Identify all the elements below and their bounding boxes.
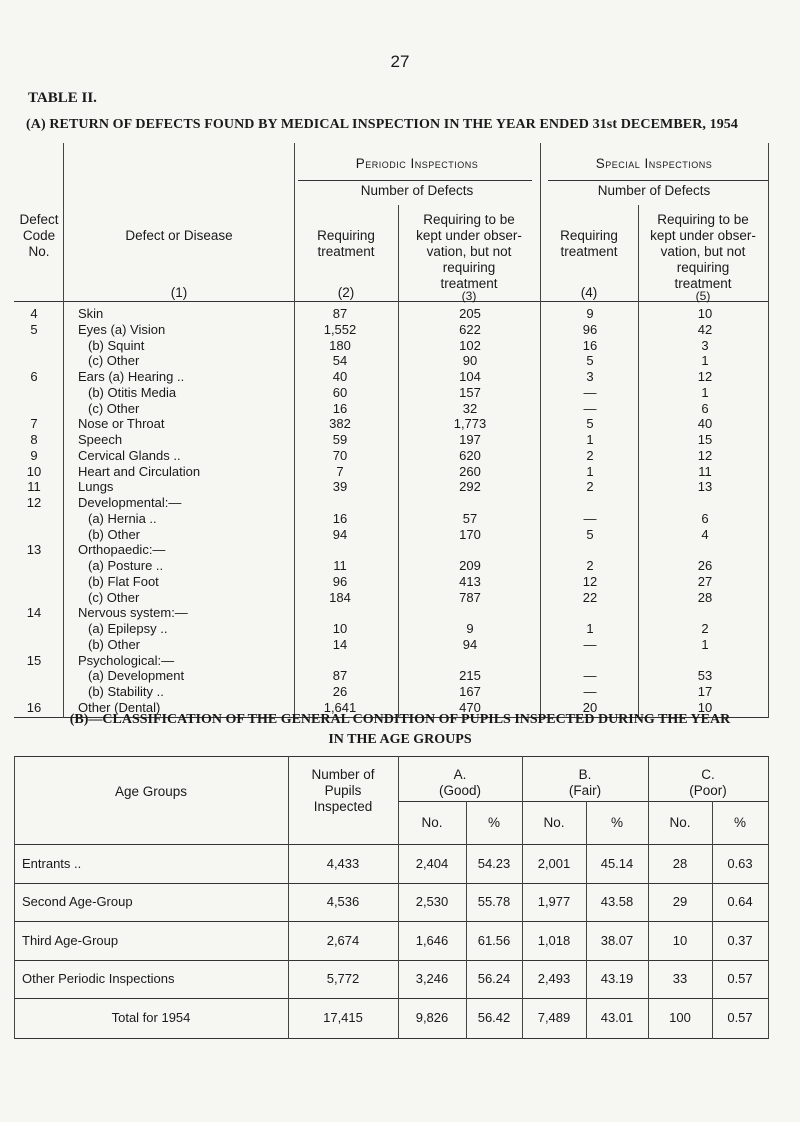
defect-row-v3: 2 <box>586 558 594 573</box>
defect-row <box>0 590 800 606</box>
defect-row <box>0 479 800 495</box>
defect-row-v2: 57 <box>462 510 478 526</box>
classification-row-group: Third Age-Group <box>22 933 119 948</box>
defect-row-v3: — <box>583 684 597 699</box>
defect-row-v4: 6 <box>701 510 709 526</box>
defect-row <box>0 527 800 543</box>
section-a-title: (A) RETURN OF DEFECTS FOUND BY MEDICAL INSPECTION IN THE YEAR ENDED 31st DECEMBER, 1954 <box>26 117 739 132</box>
defect-row-v4: 26 <box>697 558 713 573</box>
defect-row-label: (a) Epilepsy .. <box>88 621 168 636</box>
classification-row-a-pct: 61.56 <box>477 933 511 948</box>
defect-row-v4: 17 <box>697 684 713 699</box>
defect-row-label: Other (Dental) <box>78 699 161 715</box>
defect-row-v3: — <box>583 636 597 652</box>
defect-row-v3: 2 <box>586 479 594 495</box>
col4-label: (4) <box>580 285 598 300</box>
classification-row-inspected: 4,433 <box>326 856 360 871</box>
defect-row-v4: 12 <box>697 447 713 463</box>
defect-row-label: (b) Stability .. <box>88 684 164 699</box>
defect-row-v2: 32 <box>462 400 478 416</box>
defect-row-label: Orthopaedic:— <box>78 542 166 558</box>
classification-row-b-no: 1,977 <box>537 894 571 909</box>
classification-row-a-pct: 54.23 <box>477 856 511 871</box>
periodic-number-of-defects-header: Number of Defects <box>360 183 474 198</box>
defect-row-v1: 10 <box>332 621 348 636</box>
defect-row-v1: 16 <box>332 400 348 416</box>
defect-row-v2: 94 <box>462 636 478 652</box>
periodic-inspections-header: Periodic Inspections <box>355 156 479 171</box>
defect-row-v2: 620 <box>459 447 481 463</box>
classification-row-group: Entrants .. <box>22 856 82 871</box>
defect-row-v3: — <box>583 510 597 526</box>
classification-row-a-no: 1,646 <box>415 933 449 948</box>
defect-row-v1: 7 <box>336 463 344 479</box>
classification-row-c-no: 10 <box>672 933 688 948</box>
classification-row-c-pct: 0.57 <box>727 1010 753 1025</box>
classification-row-c-no: 33 <box>672 971 688 986</box>
defect-row-v1: 60 <box>332 384 348 400</box>
poor-header-l2: (Poor) <box>689 783 727 798</box>
classification-row-a-no: 3,246 <box>415 971 449 986</box>
defect-row-label: Lungs <box>78 479 114 495</box>
fair-header-l2: (Fair) <box>568 783 602 798</box>
defect-row <box>0 464 800 480</box>
inspected-header-l3: Inspected <box>313 799 373 814</box>
classification-row-b-no: 7,489 <box>537 1010 571 1025</box>
defect-row-v3: 1 <box>586 432 594 447</box>
special-number-of-defects-header: Number of Defects <box>597 183 711 198</box>
defect-row-code: 13 <box>26 542 42 558</box>
defect-row-v4: 4 <box>701 526 709 542</box>
defect-row-v1: 1,641 <box>323 699 357 715</box>
fair-header-l1: B. <box>578 767 592 782</box>
col3-header-l4: requiring <box>442 260 496 275</box>
defect-row-label: (b) Other <box>88 636 141 652</box>
classification-row <box>0 893 800 911</box>
defect-row-v2: 787 <box>459 589 481 605</box>
section-b-title <box>0 710 800 750</box>
defect-row-v2: 167 <box>459 684 481 699</box>
defect-row-v1: 87 <box>332 306 348 321</box>
defect-row-v1: 87 <box>332 668 348 684</box>
defect-row-label: (c) Other <box>88 589 140 605</box>
good-header-l2: (Good) <box>438 783 482 798</box>
col5-header-l3: vation, but not <box>660 244 746 259</box>
classification-row-inspected: 17,415 <box>323 1010 363 1025</box>
defect-row-v2: 1,773 <box>453 416 487 432</box>
defect-row-v4: 10 <box>697 306 713 321</box>
defect-row-v2: 292 <box>459 479 481 495</box>
defect-row-label: Psychological:— <box>78 652 175 668</box>
defect-row-v3: 20 <box>582 699 598 715</box>
age-groups-header: Age Groups <box>114 784 188 799</box>
defect-row-v4: 53 <box>697 668 713 684</box>
defect-row <box>0 684 800 700</box>
classification-row-c-no: 29 <box>672 894 688 909</box>
classification-row-a-no: 2,530 <box>415 894 449 909</box>
defect-row-v3: 12 <box>582 573 598 589</box>
defect-row-v3: 5 <box>586 416 594 432</box>
poor-header-l1: C. <box>701 767 715 782</box>
col4-header-l1: Requiring <box>560 228 618 243</box>
defect-row-v3: 1 <box>586 463 594 479</box>
defect-row-v2: 622 <box>459 321 481 337</box>
defect-row-label: (b) Squint <box>88 337 145 353</box>
good-no-header: No. <box>421 815 443 830</box>
defect-row-label: Speech <box>78 432 123 447</box>
defect-row <box>0 605 800 621</box>
defect-row-code: 6 <box>30 369 38 384</box>
defect-row-v1: 70 <box>332 447 348 463</box>
classification-row-group: Second Age-Group <box>22 894 133 909</box>
defect-row-v1: 59 <box>332 432 348 447</box>
defect-row-label: Cervical Glands .. <box>78 447 181 463</box>
classification-row-c-pct: 0.37 <box>727 933 753 948</box>
defect-row <box>0 448 800 464</box>
defect-row-v2: 209 <box>459 558 481 573</box>
defect-row-v2: 170 <box>459 526 481 542</box>
defect-row-v4: 28 <box>697 589 713 605</box>
defect-row-label: (c) Other <box>88 353 140 369</box>
classification-row-b-pct: 38.07 <box>600 933 634 948</box>
defect-row-label: (a) Hernia .. <box>88 510 157 526</box>
fair-pct-header: % <box>610 815 623 830</box>
defect-row-v4: 6 <box>701 400 709 416</box>
defect-row-label: Nervous system:— <box>78 605 188 621</box>
defect-row-v4: 12 <box>697 369 713 384</box>
section-b-title-line2: IN THE AGE GROUPS <box>328 732 472 747</box>
defect-row-v3: — <box>583 400 597 416</box>
defect-row-v2: 413 <box>459 573 481 589</box>
classification-row-c-pct: 0.57 <box>727 971 753 986</box>
classification-row-inspected: 2,674 <box>326 933 360 948</box>
defect-row-v1: 180 <box>329 337 351 353</box>
defect-row-v2: 197 <box>459 432 481 447</box>
defect-row-v3: 96 <box>582 321 598 337</box>
classification-row-b-no: 2,493 <box>537 971 571 986</box>
defect-row <box>0 637 800 653</box>
defect-row-v4: 1 <box>701 384 709 400</box>
defect-row-v4: 1 <box>701 353 709 369</box>
defect-row <box>0 668 800 684</box>
defect-row <box>0 322 800 338</box>
col5-label: (5) <box>695 289 711 303</box>
good-header-l1: A. <box>453 767 467 782</box>
defect-row-label: Skin <box>78 306 104 321</box>
defect-row-v3: 22 <box>582 589 598 605</box>
defect-row-code: 10 <box>26 463 42 479</box>
defect-row-code: 12 <box>26 495 42 510</box>
defect-row-v4: 3 <box>701 337 709 353</box>
defect-row-label: Nose or Throat <box>78 416 165 432</box>
defect-row-label: Ears (a) Hearing .. <box>78 369 185 384</box>
defect-row-v2: 260 <box>459 463 481 479</box>
defect-row-v1: 11 <box>333 558 347 573</box>
classification-row-group: Total for 1954 <box>111 1010 191 1025</box>
good-pct-header: % <box>487 815 500 830</box>
defect-row <box>0 653 800 669</box>
col2-header-l2: treatment <box>317 244 375 259</box>
defect-row-v3: — <box>583 384 597 400</box>
defect-row-v3: 9 <box>586 306 594 321</box>
defect-row-v3: 2 <box>586 447 594 463</box>
defect-row-v2: 9 <box>466 621 474 636</box>
defect-row-code: 8 <box>30 432 38 447</box>
defect-row-label: (c) Other <box>88 400 140 416</box>
inspected-header-l2: Pupils <box>324 783 362 798</box>
defect-code-header-l2: Code <box>22 228 56 243</box>
defect-row <box>0 558 800 574</box>
defect-row-code: 11 <box>27 479 41 495</box>
defect-row-v2: 205 <box>459 306 481 321</box>
defect-row-v1: 1,552 <box>323 321 357 337</box>
section-b-title-line1: (B)—CLASSIFICATION OF THE GENERAL CONDITION OF PUPILS INSPECTED DURING THE YEAR <box>69 712 731 727</box>
classification-row-c-pct: 0.64 <box>727 894 753 909</box>
defect-row-v4: 27 <box>697 573 713 589</box>
defect-row-v4: 15 <box>697 432 713 447</box>
col3-label: (3) <box>461 289 477 303</box>
defect-row-code: 14 <box>26 605 42 621</box>
col2-header-l1: Requiring <box>317 228 375 243</box>
classification-row-b-pct: 43.01 <box>600 1010 634 1025</box>
defect-row <box>0 542 800 558</box>
defect-row-code: 16 <box>26 699 42 715</box>
defect-row <box>0 511 800 527</box>
col3-header-l3: vation, but not <box>426 244 512 259</box>
defect-row-v1: 96 <box>332 573 348 589</box>
classification-row-c-pct: 0.63 <box>727 856 753 871</box>
defect-row <box>0 621 800 637</box>
defect-row-v2: 157 <box>459 384 481 400</box>
col3-header-l5: treatment <box>440 276 498 291</box>
defect-row-v4: 10 <box>697 699 713 715</box>
fair-no-header: No. <box>543 815 565 830</box>
defect-row-v4: 2 <box>701 621 709 636</box>
defect-row <box>0 574 800 590</box>
classification-row-group: Other Periodic Inspections <box>22 971 175 986</box>
defect-row-v2: 102 <box>459 337 481 353</box>
defect-code-header-l1: Defect <box>19 212 59 227</box>
defect-row-label: (b) Otitis Media <box>88 384 177 400</box>
defect-row-v1: 16 <box>332 510 348 526</box>
defect-row-v3: 5 <box>586 353 594 369</box>
classification-row-b-no: 2,001 <box>537 856 571 871</box>
defect-row-v3: 1 <box>586 621 594 636</box>
classification-row-b-pct: 43.19 <box>600 971 634 986</box>
poor-no-header: No. <box>669 815 691 830</box>
defect-code-header-l3: No. <box>28 244 50 259</box>
classification-row-inspected: 5,772 <box>326 971 360 986</box>
defect-row <box>0 369 800 385</box>
defect-row <box>0 432 800 448</box>
defect-row-label: (a) Posture .. <box>88 558 164 573</box>
col5-header-l2: kept under obser- <box>650 228 756 243</box>
defect-row-v1: 54 <box>332 353 348 369</box>
col3-header-l2: kept under obser- <box>416 228 522 243</box>
defect-row-v1: 382 <box>329 416 351 432</box>
defect-row-code: 5 <box>30 321 38 337</box>
defect-row <box>0 495 800 511</box>
defect-row <box>0 338 800 354</box>
defect-row-v4: 13 <box>697 479 713 495</box>
defect-row <box>0 385 800 401</box>
classification-row <box>0 970 800 988</box>
classification-row-a-pct: 55.78 <box>477 894 511 909</box>
col5-header-l4: requiring <box>676 260 730 275</box>
classification-row-inspected: 4,536 <box>326 894 360 909</box>
defect-row-code: 4 <box>30 306 38 321</box>
classification-row-b-no: 1,018 <box>537 933 571 948</box>
defect-row-v1: 40 <box>332 369 348 384</box>
defect-row-v1: 26 <box>332 684 348 699</box>
classification-row <box>0 855 800 873</box>
classification-row-c-no: 28 <box>672 856 688 871</box>
defect-row-v1: 184 <box>329 589 351 605</box>
poor-pct-header: % <box>733 815 746 830</box>
defect-row-v2: 90 <box>462 353 478 369</box>
table-title: TABLE II. <box>28 90 97 106</box>
defect-row-v1: 94 <box>332 526 348 542</box>
defect-row-label: (a) Development <box>88 668 185 684</box>
classification-row <box>0 932 800 950</box>
defect-row-label: (b) Flat Foot <box>88 573 159 589</box>
defect-row-code: 7 <box>30 416 38 432</box>
col2-label: (2) <box>337 285 355 300</box>
classification-row-b-pct: 45.14 <box>600 856 634 871</box>
classification-row-b-pct: 43.58 <box>600 894 634 909</box>
defect-row <box>0 416 800 432</box>
defect-row-v4: 40 <box>697 416 713 432</box>
defect-row-v3: 5 <box>586 526 594 542</box>
col5-header-l5: treatment <box>674 276 732 291</box>
page-number: 27 <box>390 52 410 71</box>
defect-row-v4: 1 <box>701 636 709 652</box>
col4-header-l2: treatment <box>560 244 618 259</box>
defect-row-v4: 11 <box>698 463 712 479</box>
defect-row-v2: 215 <box>459 668 481 684</box>
defect-row <box>0 306 800 322</box>
classification-row <box>0 1009 800 1027</box>
defect-row-v2: 104 <box>459 369 481 384</box>
defect-row-code: 15 <box>26 652 42 668</box>
inspected-header-l1: Number of <box>311 767 375 782</box>
defect-row <box>0 353 800 369</box>
col3-header-l1: Requiring to be <box>423 212 515 227</box>
defect-row-v2: 470 <box>459 699 481 715</box>
defect-row-v3: — <box>583 668 597 684</box>
col5-header-l1: Requiring to be <box>657 212 749 227</box>
defect-row-label: Heart and Circulation <box>78 463 201 479</box>
defect-disease-header: Defect or Disease <box>125 228 233 243</box>
special-inspections-header: Special Inspections <box>595 156 713 171</box>
classification-row-a-no: 9,826 <box>415 1010 449 1025</box>
defect-row-label: (b) Other <box>88 526 141 542</box>
classification-row-c-no: 100 <box>669 1010 691 1025</box>
defect-row-label: Eyes (a) Vision <box>78 321 166 337</box>
classification-row-a-no: 2,404 <box>415 856 449 871</box>
col1-label: (1) <box>170 285 188 300</box>
classification-row-a-pct: 56.24 <box>477 971 511 986</box>
defect-row-v1: 39 <box>332 479 348 495</box>
defect-row-v3: 3 <box>586 369 594 384</box>
defect-row-v1: 14 <box>332 636 348 652</box>
defect-row-label: Developmental:— <box>78 495 182 510</box>
defect-row-code: 9 <box>30 447 38 463</box>
defect-row <box>0 401 800 417</box>
classification-row-a-pct: 56.42 <box>477 1010 511 1025</box>
defect-row-v3: 16 <box>582 337 598 353</box>
defect-row-v4: 42 <box>697 321 713 337</box>
